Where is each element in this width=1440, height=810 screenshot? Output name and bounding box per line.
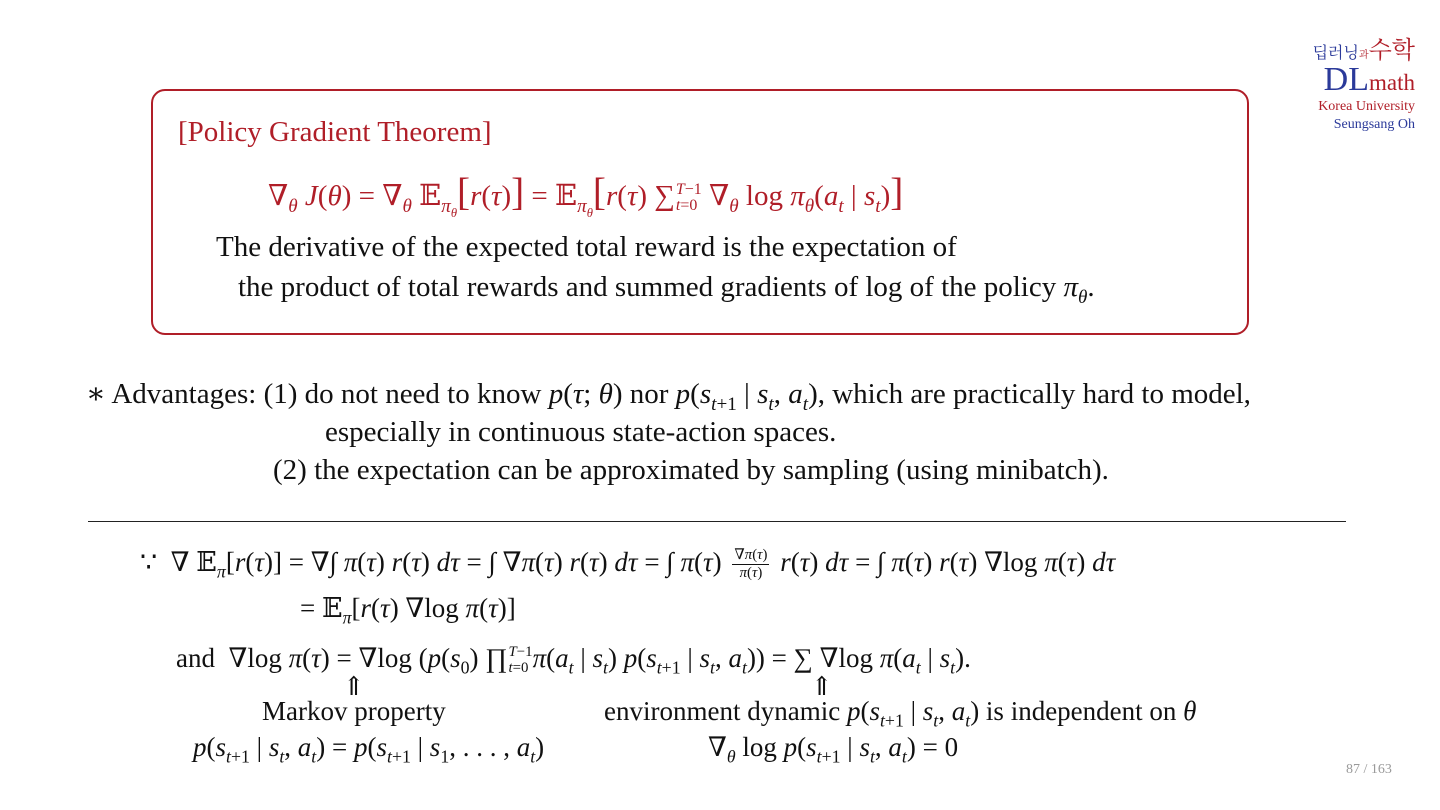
logo-math: math: [1369, 70, 1415, 95]
theorem-equation: $\nabla_\theta$ $J(\theta) = \nabla_\theta$ 𝔼$_{\pi_\theta}$[r(τ)] = 𝔼$_{\pi_\theta}$[r(τ) ∑T−1 t=0 $\nabla_\theta$ $\log \pi_\theta(a_t$ | $s_t$)]: [268, 171, 904, 220]
logo-korean-small: 과: [1358, 50, 1369, 61]
derivation-line-3: and ∇log π(τ) = ∇log ($p(s_0)$ ∏T−1 t=0 $\pi(a_t$ | $s_t$) $p(s_{t+1}$ | $s_t$, $a_t$)) = ∑ ∇log $\pi(a_t$ | $s_t$).: [176, 643, 971, 678]
logo-korean-1: 딥러닝: [1312, 45, 1359, 62]
markov-arrow: ⇑: [343, 672, 365, 701]
section-divider: [88, 521, 1346, 522]
markov-equation: $p(s_{t+1}$ | $s_t$, $a_t) = p(s_{t+1}$ | $s_1$, . . . , $a_t$): [193, 732, 545, 767]
environment-dynamic-label: environment dynamic $p(s_{t+1}$ | $s_t$, $a_t$) is independent on θ: [604, 696, 1197, 731]
theorem-description-line-1: The derivative of the expected total reward is the expectation of: [216, 231, 957, 263]
advantages-line-2: especially in continuous state-action spaces.: [325, 416, 837, 448]
advantages-line-1: ∗ Advantages: (1) do not need to know p(τ; θ) nor $p(s_{t+1}$ | $s_t$, $a_t$), which are practically hard to model,: [86, 378, 1251, 415]
course-logo: [1300, 30, 1415, 134]
environment-equation: $\nabla_\theta$ $\log p(s_{t+1}$ | $s_t$, $a_t) = 0$: [708, 732, 959, 767]
environment-arrow: ⇑: [811, 672, 833, 701]
theorem-title: [Policy Gradient Theorem]: [178, 116, 492, 148]
logo-dl: DL: [1323, 61, 1369, 98]
derivation-line-1: ∵ ∇ 𝔼$_\pi$[r(τ)] = ∇∫ π(τ) r(τ) dτ = ∫ ∇π(τ) r(τ) dτ = ∫ π(τ) $\frac{\nabla\pi(\tau)}{\pi(\tau)}$ r(τ) dτ = ∫ π(τ) r(τ) ∇log π(τ) dτ: [140, 547, 1116, 582]
derivation-line-2: = 𝔼$_\pi$[r(τ) ∇log π(τ)]: [300, 593, 516, 628]
logo-korean-2: 수학: [1368, 38, 1415, 64]
markov-property-label: Markov property: [262, 696, 446, 726]
logo-author: Seungsang Oh: [1333, 117, 1415, 132]
advantages-line-3: (2) the expectation can be approximated by sampling (using minibatch).: [273, 454, 1109, 486]
logo-university: Korea University: [1318, 99, 1415, 114]
page-number: 87 / 163: [1346, 762, 1392, 777]
theorem-description-line-2: the product of total rewards and summed gradients of log of the policy $\pi_\theta$.: [238, 271, 1095, 308]
